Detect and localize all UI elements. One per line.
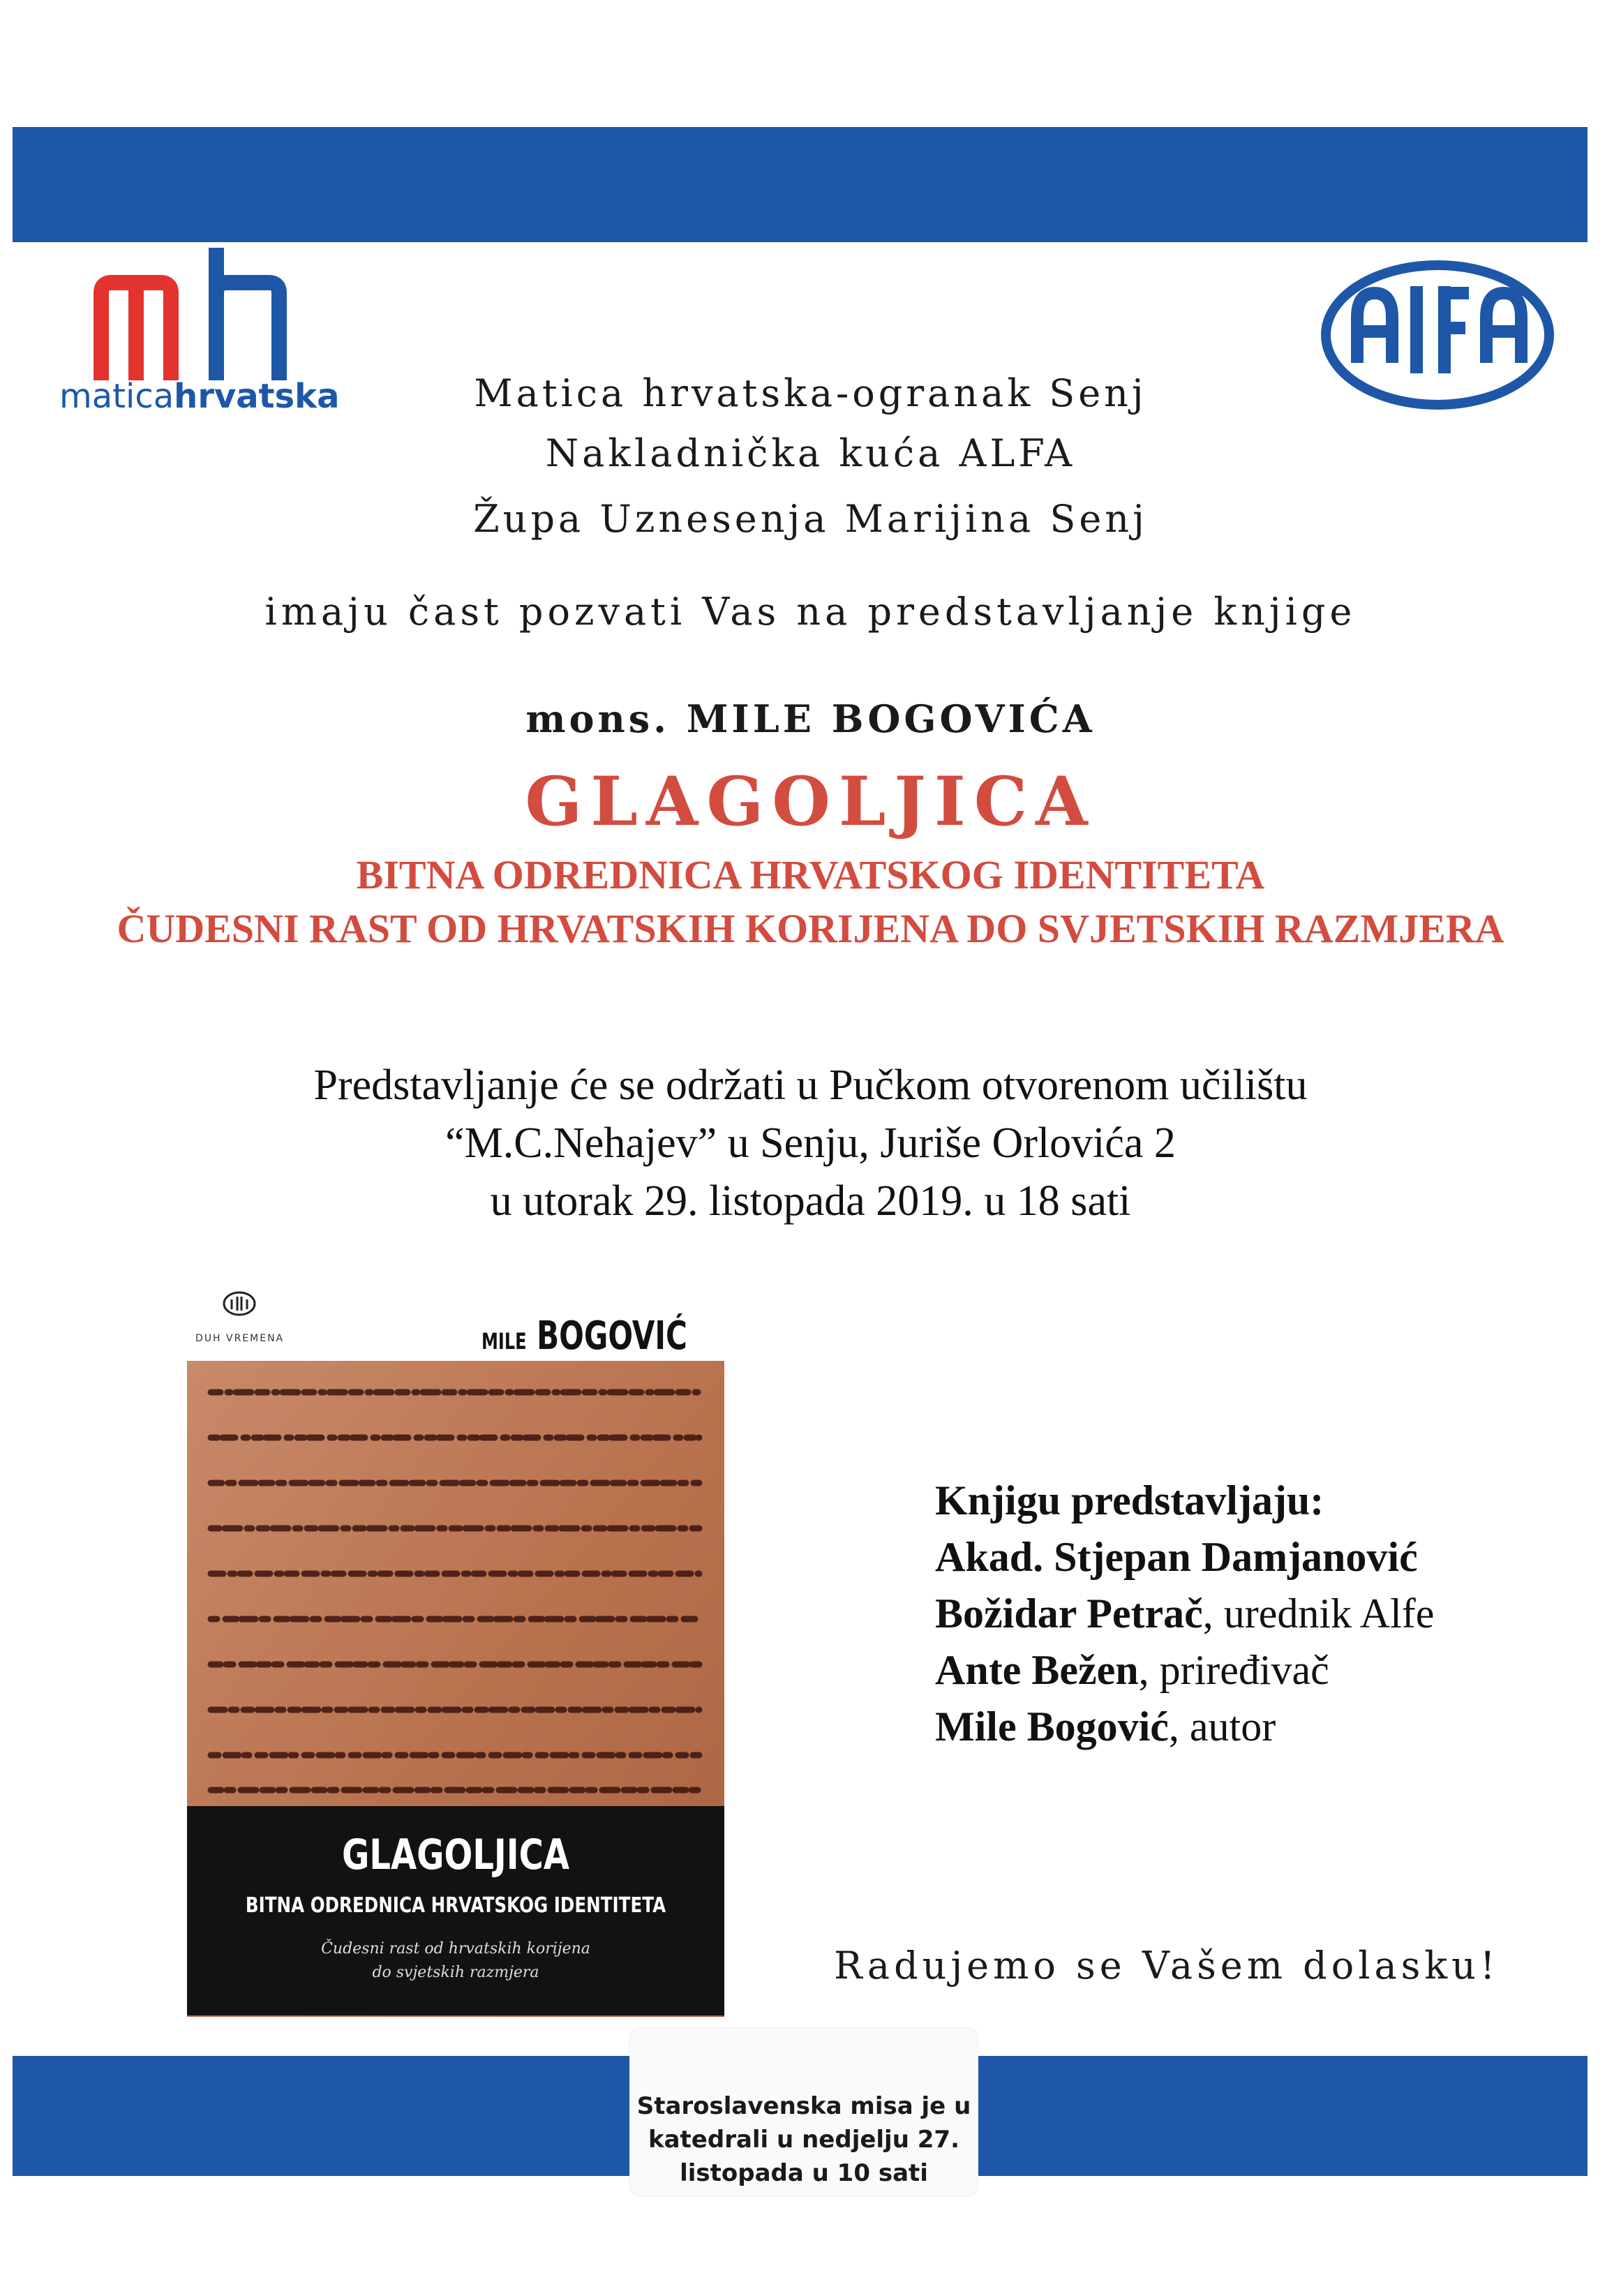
wordmark-bold: hrvatska: [174, 377, 340, 416]
note-line-2: katedrali u nedjelju 27.: [648, 2126, 959, 2154]
cover-tagline: [187, 1937, 724, 1985]
book-title: GLAGOLJICA: [525, 762, 1096, 841]
presenter-4-role: , autor: [1168, 1704, 1276, 1750]
note-line-3: listopada u 10 sati: [680, 2159, 928, 2187]
organizer-line-3: Župa Uznesenja Marijina Senj: [473, 497, 1148, 541]
cover-series-label: DUH VREMENA: [195, 1333, 285, 1344]
cover-alfa-icon: [222, 1290, 257, 1318]
top-blue-band: [13, 127, 1588, 242]
author-line: mons. MILE BOGOVIĆA: [525, 696, 1096, 741]
organizer-line-2: Nakladnička kuća ALFA: [545, 431, 1076, 475]
presenter-2-role: , urednik Alfe: [1202, 1590, 1435, 1637]
cover-title: GLAGOLJICA: [341, 1831, 570, 1879]
cover-tagline-1: Čudesni rast od hrvatskih korijena: [321, 1940, 590, 1958]
mass-note: [629, 2027, 978, 2196]
organizer-line-1: Matica hrvatska-ogranak Senj: [474, 371, 1147, 415]
cover-subtitle: BITNA ODREDNICA HRVATSKOG IDENTITETA: [245, 1893, 666, 1918]
note-line-1: Staroslavenska misa je u: [636, 2092, 971, 2120]
subtitle-1: BITNA ODREDNICA HRVATSKOG IDENTITETA: [356, 852, 1265, 897]
cover-title-panel: [187, 1806, 724, 2015]
presenter-3-name: Ante Bežen: [935, 1647, 1139, 1693]
presenter-1-name: Akad. Stjepan Damjanović: [935, 1534, 1418, 1580]
presenter-3-role: , priređivač: [1138, 1647, 1329, 1693]
cover-author-last: BOGOVIĆ: [537, 1313, 687, 1359]
cover-tagline-2: do svjetskih razmjera: [372, 1964, 539, 1981]
wordmark-light: matica: [59, 377, 174, 416]
venue-line-2: “M.C.Nehajev” u Senju, Juriše Orlovića 2: [445, 1119, 1176, 1167]
presenter-2-name: Božidar Petrač: [935, 1590, 1203, 1637]
cover-author: [481, 1313, 687, 1359]
cover-author-first: MILE: [481, 1328, 527, 1355]
presenters-heading: Knjigu predstavljaju:: [935, 1477, 1324, 1523]
presenters-list: [935, 1473, 1434, 1755]
venue-line-3: u utorak 29. listopada 2019. u 18 sati: [490, 1177, 1131, 1225]
presenter-4-name: Mile Bogović: [935, 1704, 1169, 1750]
venue-line-1: Predstavljanje će se održati u Pučkom otvorenom učilištu: [313, 1061, 1308, 1109]
closing-line: Radujemo se Vašem dolasku!: [834, 1944, 1500, 1988]
subtitle-2: ČUDESNI RAST OD HRVATSKIH KORIJENA DO SVJETSKIH RAZMJERA: [117, 906, 1504, 951]
invitation-line: imaju čast pozvati Vas na predstavljanje knjige: [264, 590, 1357, 634]
